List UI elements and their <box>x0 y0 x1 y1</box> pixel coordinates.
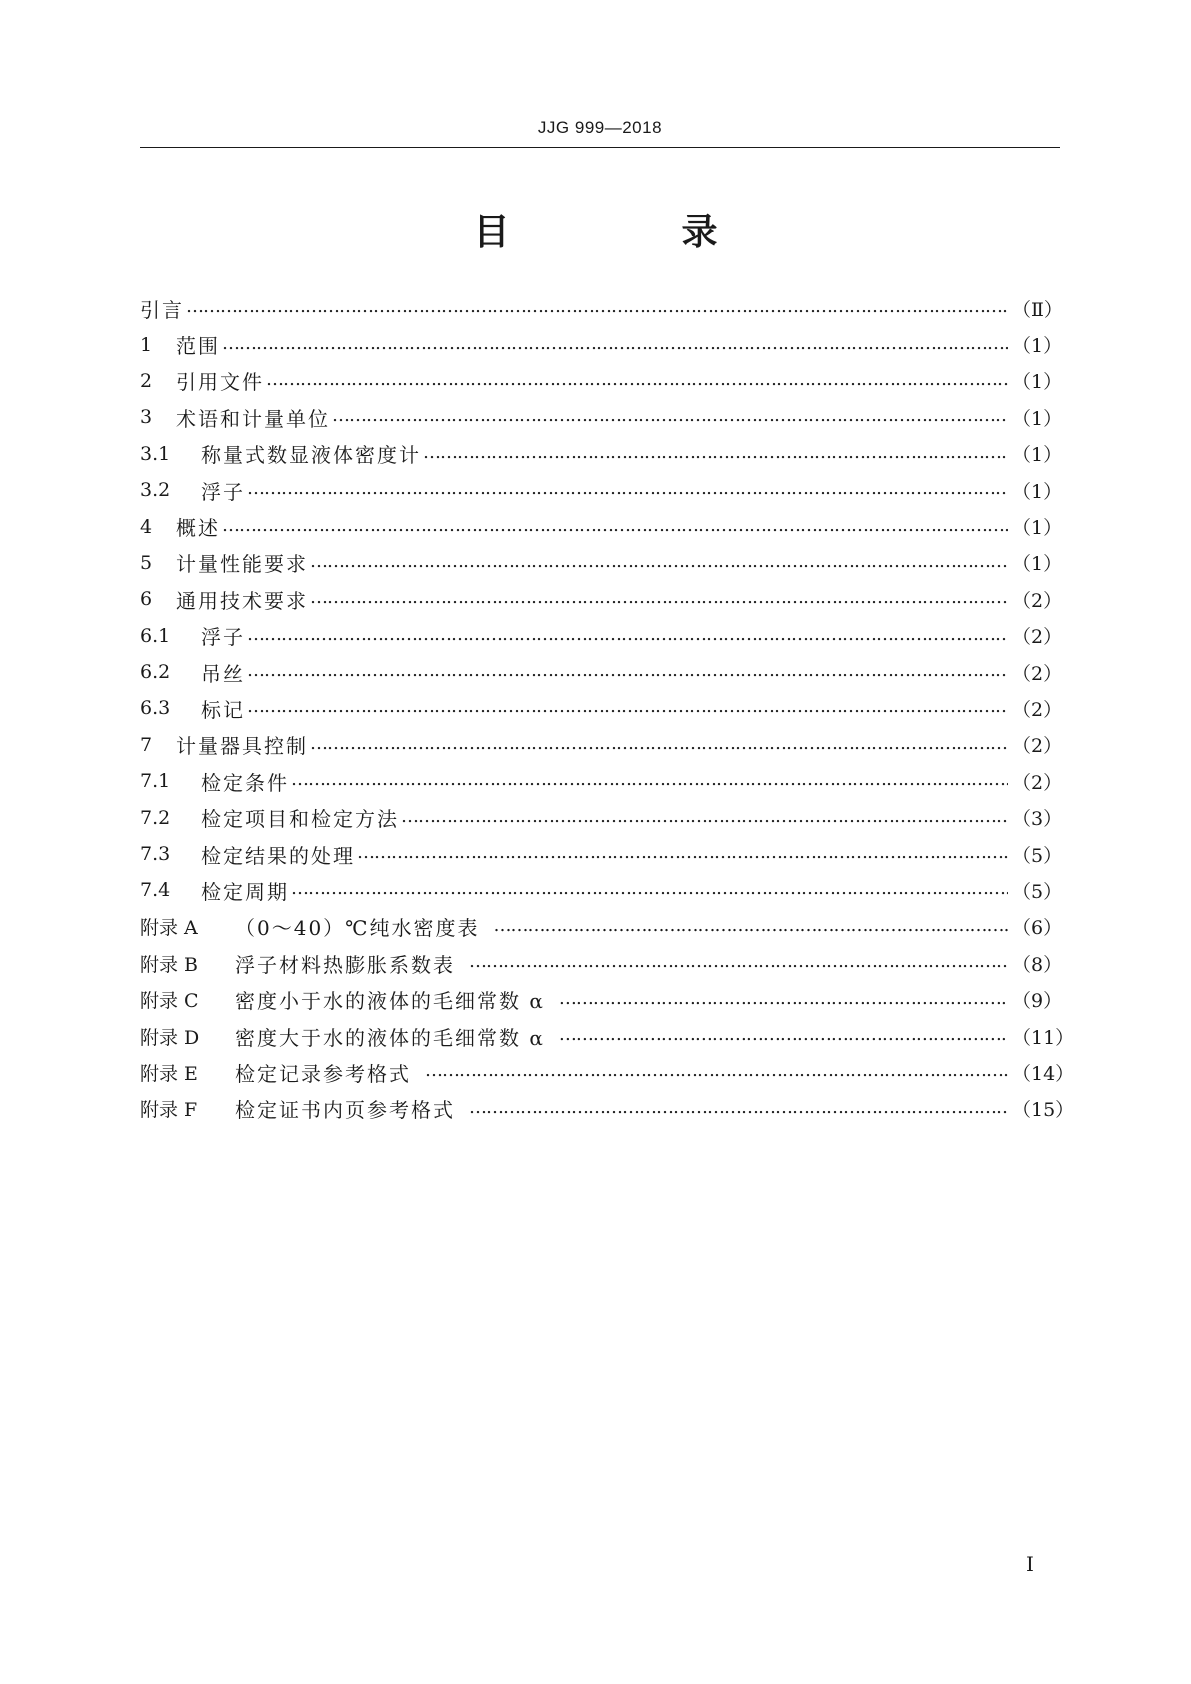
toc-entry-label: 浮子材料热膨胀系数表 <box>235 952 455 977</box>
toc-entry-number: 6.1 <box>140 624 171 647</box>
toc-entry-label: 吊丝 <box>201 661 245 686</box>
toc-entry-page: （9） <box>1012 990 1063 1013</box>
toc-entry[interactable] <box>140 763 1063 799</box>
toc-entry[interactable] <box>140 909 1063 945</box>
toc-entry-page: （2） <box>1012 662 1063 685</box>
toc-entry-page: （1） <box>1012 553 1063 576</box>
toc-entry[interactable] <box>140 1018 1075 1054</box>
toc-entry[interactable] <box>140 1091 1075 1127</box>
toc-entry-number: 附录 A <box>140 917 198 940</box>
toc-entry-label: 引言 <box>140 297 184 322</box>
table-of-contents <box>140 290 1075 1127</box>
toc-dot-leader <box>310 733 1008 757</box>
toc-dot-leader <box>401 806 1008 830</box>
toc-entry-number: 附录 D <box>140 1026 200 1049</box>
toc-entry-page: （2） <box>1012 589 1063 612</box>
toc-dot-leader <box>291 769 1008 793</box>
toc-dot-leader <box>291 878 1008 902</box>
toc-entry[interactable] <box>140 872 1063 908</box>
page-header <box>140 118 1060 148</box>
toc-entry-page: （1） <box>1012 335 1063 358</box>
toc-entry[interactable] <box>140 436 1063 472</box>
page-number: Ⅰ <box>1026 1552 1034 1576</box>
toc-entry-number: 附录 F <box>140 1099 198 1122</box>
toc-entry-number: 3.2 <box>140 479 171 502</box>
toc-entry-page: （1） <box>1012 371 1063 394</box>
toc-entry-number: 5 <box>140 551 153 574</box>
toc-entry-number: 6.3 <box>140 697 171 720</box>
toc-dot-leader <box>247 478 1008 502</box>
toc-entry-page: （2） <box>1012 771 1063 794</box>
toc-entry[interactable] <box>140 799 1063 835</box>
toc-entry[interactable] <box>140 326 1063 362</box>
toc-entry-number: 4 <box>140 515 153 538</box>
toc-entry-label: 检定项目和检定方法 <box>201 807 399 832</box>
toc-dot-leader <box>357 842 1008 866</box>
toc-dot-leader <box>247 696 1008 720</box>
toc-entry-page: （5） <box>1012 844 1063 867</box>
toc-entry-label: 密度大于水的液体的毛细常数 α <box>235 1025 545 1050</box>
toc-entry-page: （5） <box>1012 880 1063 903</box>
toc-entry-label: 引用文件 <box>176 370 264 395</box>
toc-entry[interactable] <box>140 545 1063 581</box>
toc-entry[interactable] <box>140 945 1063 981</box>
header-rule <box>140 147 1060 148</box>
toc-entry-page: （2） <box>1012 735 1063 758</box>
toc-entry-label: 检定证书内页参考格式 <box>235 1098 455 1123</box>
toc-entry-label: 概述 <box>176 516 220 541</box>
toc-dot-leader <box>332 405 1008 429</box>
toc-entry-page: （8） <box>1012 953 1063 976</box>
toc-dot-leader <box>469 951 1008 975</box>
toc-entry-number: 附录 C <box>140 990 199 1013</box>
toc-entry-page: （15） <box>1012 1099 1075 1122</box>
toc-entry-label: 检定周期 <box>201 879 289 904</box>
toc-entry-label: 检定记录参考格式 <box>235 1061 411 1086</box>
toc-entry-number: 7.2 <box>140 806 171 829</box>
toc-entry-page: （2） <box>1012 626 1063 649</box>
toc-entry-page: （14） <box>1012 1062 1075 1085</box>
toc-entry-page: （1） <box>1012 517 1063 540</box>
toc-dot-leader <box>559 988 1008 1012</box>
toc-entry-label: （0～40）℃纯水密度表 <box>235 916 480 941</box>
toc-entry-label: 称量式数显液体密度计 <box>201 443 421 468</box>
toc-dot-leader <box>559 1024 1008 1048</box>
toc-entry-number: 7.3 <box>140 843 171 866</box>
toc-dot-leader <box>310 587 1008 611</box>
toc-entry[interactable] <box>140 690 1063 726</box>
toc-entry-label: 计量器具控制 <box>176 734 308 759</box>
toc-entry-page: （2） <box>1012 698 1063 721</box>
toc-dot-leader <box>222 333 1008 357</box>
toc-entry-number: 1 <box>140 333 153 356</box>
toc-entry-page: （11） <box>1012 1026 1075 1049</box>
toc-dot-leader <box>425 1060 1008 1084</box>
toc-entry-label: 检定结果的处理 <box>201 843 355 868</box>
toc-entry-page: （6） <box>1012 917 1063 940</box>
toc-entry-number: 7.4 <box>140 879 171 902</box>
toc-entry[interactable] <box>140 472 1063 508</box>
toc-entry[interactable] <box>140 727 1063 763</box>
toc-entry[interactable] <box>140 618 1063 654</box>
toc-entry-page: （Ⅱ） <box>1012 298 1063 321</box>
toc-entry-label: 术语和计量单位 <box>176 406 330 431</box>
toc-entry[interactable] <box>140 290 1063 326</box>
toc-entry-label: 浮子 <box>201 479 245 504</box>
toc-entry-number: 附录 B <box>140 953 199 976</box>
toc-entry[interactable] <box>140 836 1063 872</box>
toc-entry-label: 标记 <box>201 697 245 722</box>
toc-entry-number: 3 <box>140 406 153 429</box>
toc-dot-leader <box>266 369 1008 393</box>
toc-entry[interactable] <box>140 508 1063 544</box>
toc-dot-leader <box>247 660 1008 684</box>
toc-dot-leader <box>247 624 1008 648</box>
toc-entry-number: 2 <box>140 369 153 392</box>
toc-entry[interactable] <box>140 581 1063 617</box>
toc-dot-leader <box>310 551 1008 575</box>
toc-entry-number: 7.1 <box>140 770 171 793</box>
toc-entry-number: 7 <box>140 733 153 756</box>
toc-entry-number: 附录 E <box>140 1062 198 1085</box>
toc-dot-leader <box>186 296 1008 320</box>
toc-entry-label: 密度小于水的液体的毛细常数 α <box>235 989 545 1014</box>
toc-entry-label: 计量性能要求 <box>176 552 308 577</box>
toc-dot-leader <box>469 1097 1008 1121</box>
toc-entry[interactable] <box>140 399 1063 435</box>
toc-entry-label: 检定条件 <box>201 770 289 795</box>
toc-entry[interactable] <box>140 363 1063 399</box>
toc-dot-leader <box>423 442 1008 466</box>
toc-entry[interactable] <box>140 654 1063 690</box>
toc-entry-page: （1） <box>1012 407 1063 430</box>
toc-entry-number: 3.1 <box>140 442 171 465</box>
toc-entry-label: 通用技术要求 <box>176 588 308 613</box>
toc-dot-leader <box>222 515 1008 539</box>
standard-code: JJG 999—2018 <box>537 118 663 137</box>
toc-entry-page: （1） <box>1012 480 1063 503</box>
toc-dot-leader <box>494 915 1008 939</box>
toc-entry[interactable] <box>140 981 1063 1017</box>
toc-entry[interactable] <box>140 1054 1075 1090</box>
toc-entry-number: 6 <box>140 588 153 611</box>
toc-entry-label: 范围 <box>176 334 220 359</box>
toc-title: 目 录 <box>473 212 786 253</box>
toc-entry-page: （3） <box>1012 808 1063 831</box>
toc-entry-number: 6.2 <box>140 661 171 684</box>
toc-entry-label: 浮子 <box>201 625 245 650</box>
toc-entry-page: （1） <box>1012 444 1063 467</box>
